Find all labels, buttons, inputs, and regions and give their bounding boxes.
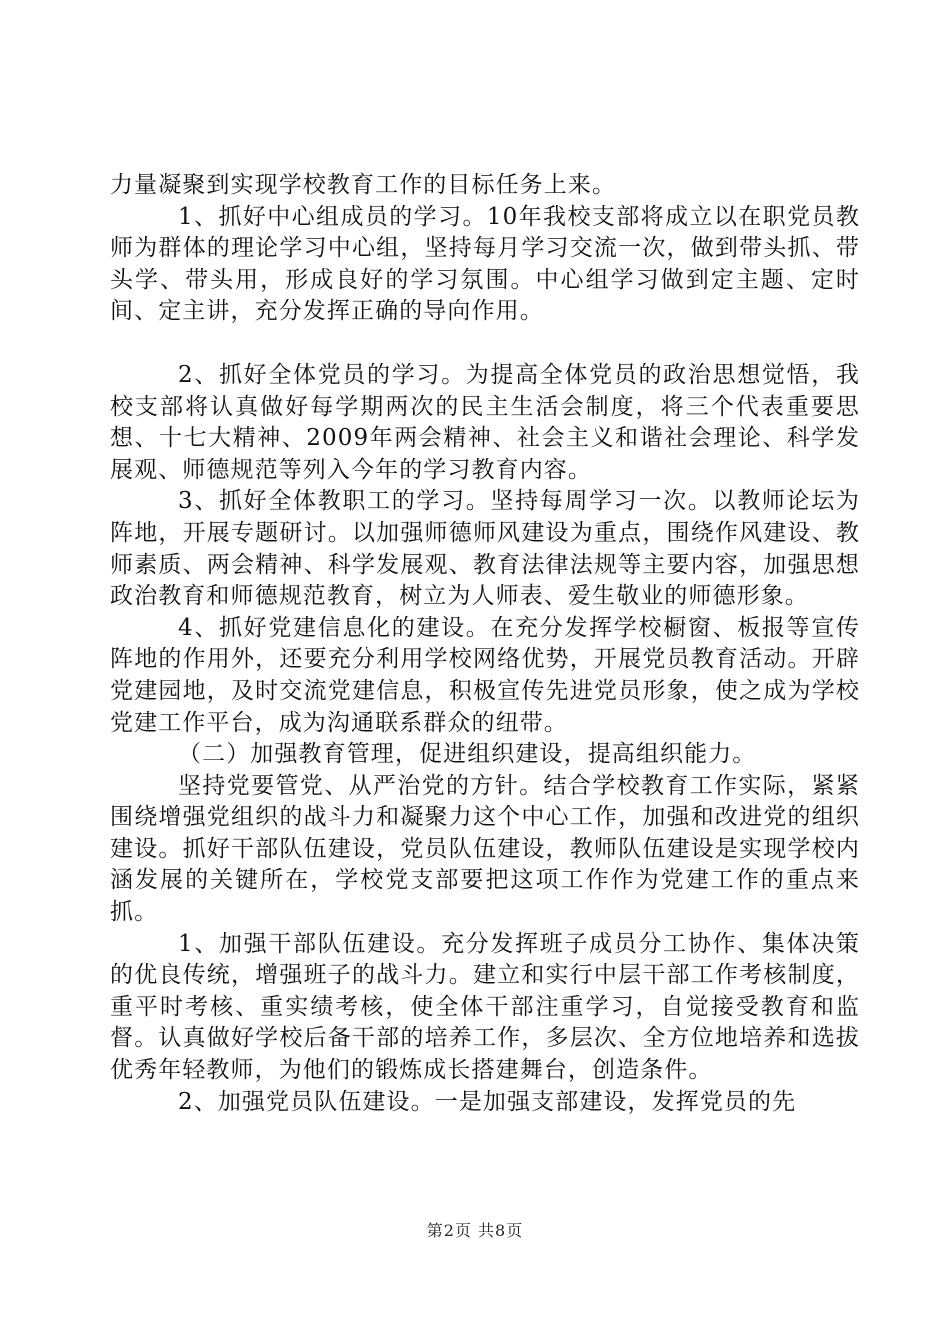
paragraph-continuation: 力量凝聚到实现学校教育工作的目标任务上来。 bbox=[110, 172, 617, 198]
paragraph-cadre-team: 1、加强干部队伍建设。充分发挥班子成员分工协作、集体决策的优良传统，增强班子的战斗力。建立和实行中层干部工作考核制度，重平时考核、重实绩考核，使全体干部注重学习，自觉接受教育和监督。认真做好学校后备干部的培养工作，多层次、全方位地培养和选拔优秀年轻教师，为他们的锻炼成长搭建舞台，创造条件。 bbox=[110, 930, 860, 1084]
paragraph-item-2-all-members: 2、抓好全体党员的学习。为提高全体党员的政治思想觉悟，我校支部将认真做好每学期两次的民主生活会制度，将三个代表重要思想、十七大精神、2009年两会精神、社会主义和谐社会理论、科学发展观、师德规范等列入今年的学习教育内容。 bbox=[110, 361, 860, 483]
page-footer bbox=[0, 1218, 950, 1241]
page-number: 第2页 共8页 bbox=[426, 1221, 524, 1240]
paragraph-section-2-intro: 坚持党要管党、从严治党的方针。结合学校教育工作实际，紧紧围绕增强党组织的战斗力和凝聚力这个中心工作，加强和改进党的组织建设。抓好干部队伍建设，党员队伍建设，教师队伍建设是实现学校内涵发展的关键所在，学校党支部要把这项工作作为党建工作的重点来抓。 bbox=[110, 772, 860, 926]
paragraph-item-4-informatization: 4、抓好党建信息化的建设。在充分发挥学校橱窗、板报等宣传阵地的作用外，还要充分利用学校网络优势，开展党员教育活动。开辟党建园地，及时交流党建信息，积极宣传先进党员形象，使之成为学校党建工作平台，成为沟通联系群众的纽带。 bbox=[110, 614, 860, 736]
paragraph-gap bbox=[110, 328, 860, 360]
section-heading-2: （二）加强教育管理，促进组织建设，提高组织能力。 bbox=[178, 741, 757, 768]
paragraph-member-team: 2、加强党员队伍建设。一是加强支部建设，发挥党员的先 bbox=[178, 1088, 797, 1115]
document-body bbox=[110, 170, 860, 1118]
paragraph-item-1-center-group: 1、抓好中心组成员的学习。10年我校支部将成立以在职党员教师为群体的理论学习中心组，坚持每月学习交流一次，做到带头抓、带头学、带头用，形成良好的学习氛围。中心组学习做到定主题、定时间、定主讲，充分发挥正确的导向作用。 bbox=[110, 203, 860, 325]
paragraph-item-3-all-staff: 3、抓好全体教职工的学习。坚持每周学习一次。以教师论坛为阵地，开展专题研讨。以加强师德师风建设为重点，围绕作风建设、教师素质、两会精神、科学发展观、教育法律法规等主要内容，加强思想政治教育和师德规范教育，树立为人师表、爱生敬业的师德形象。 bbox=[110, 488, 860, 610]
